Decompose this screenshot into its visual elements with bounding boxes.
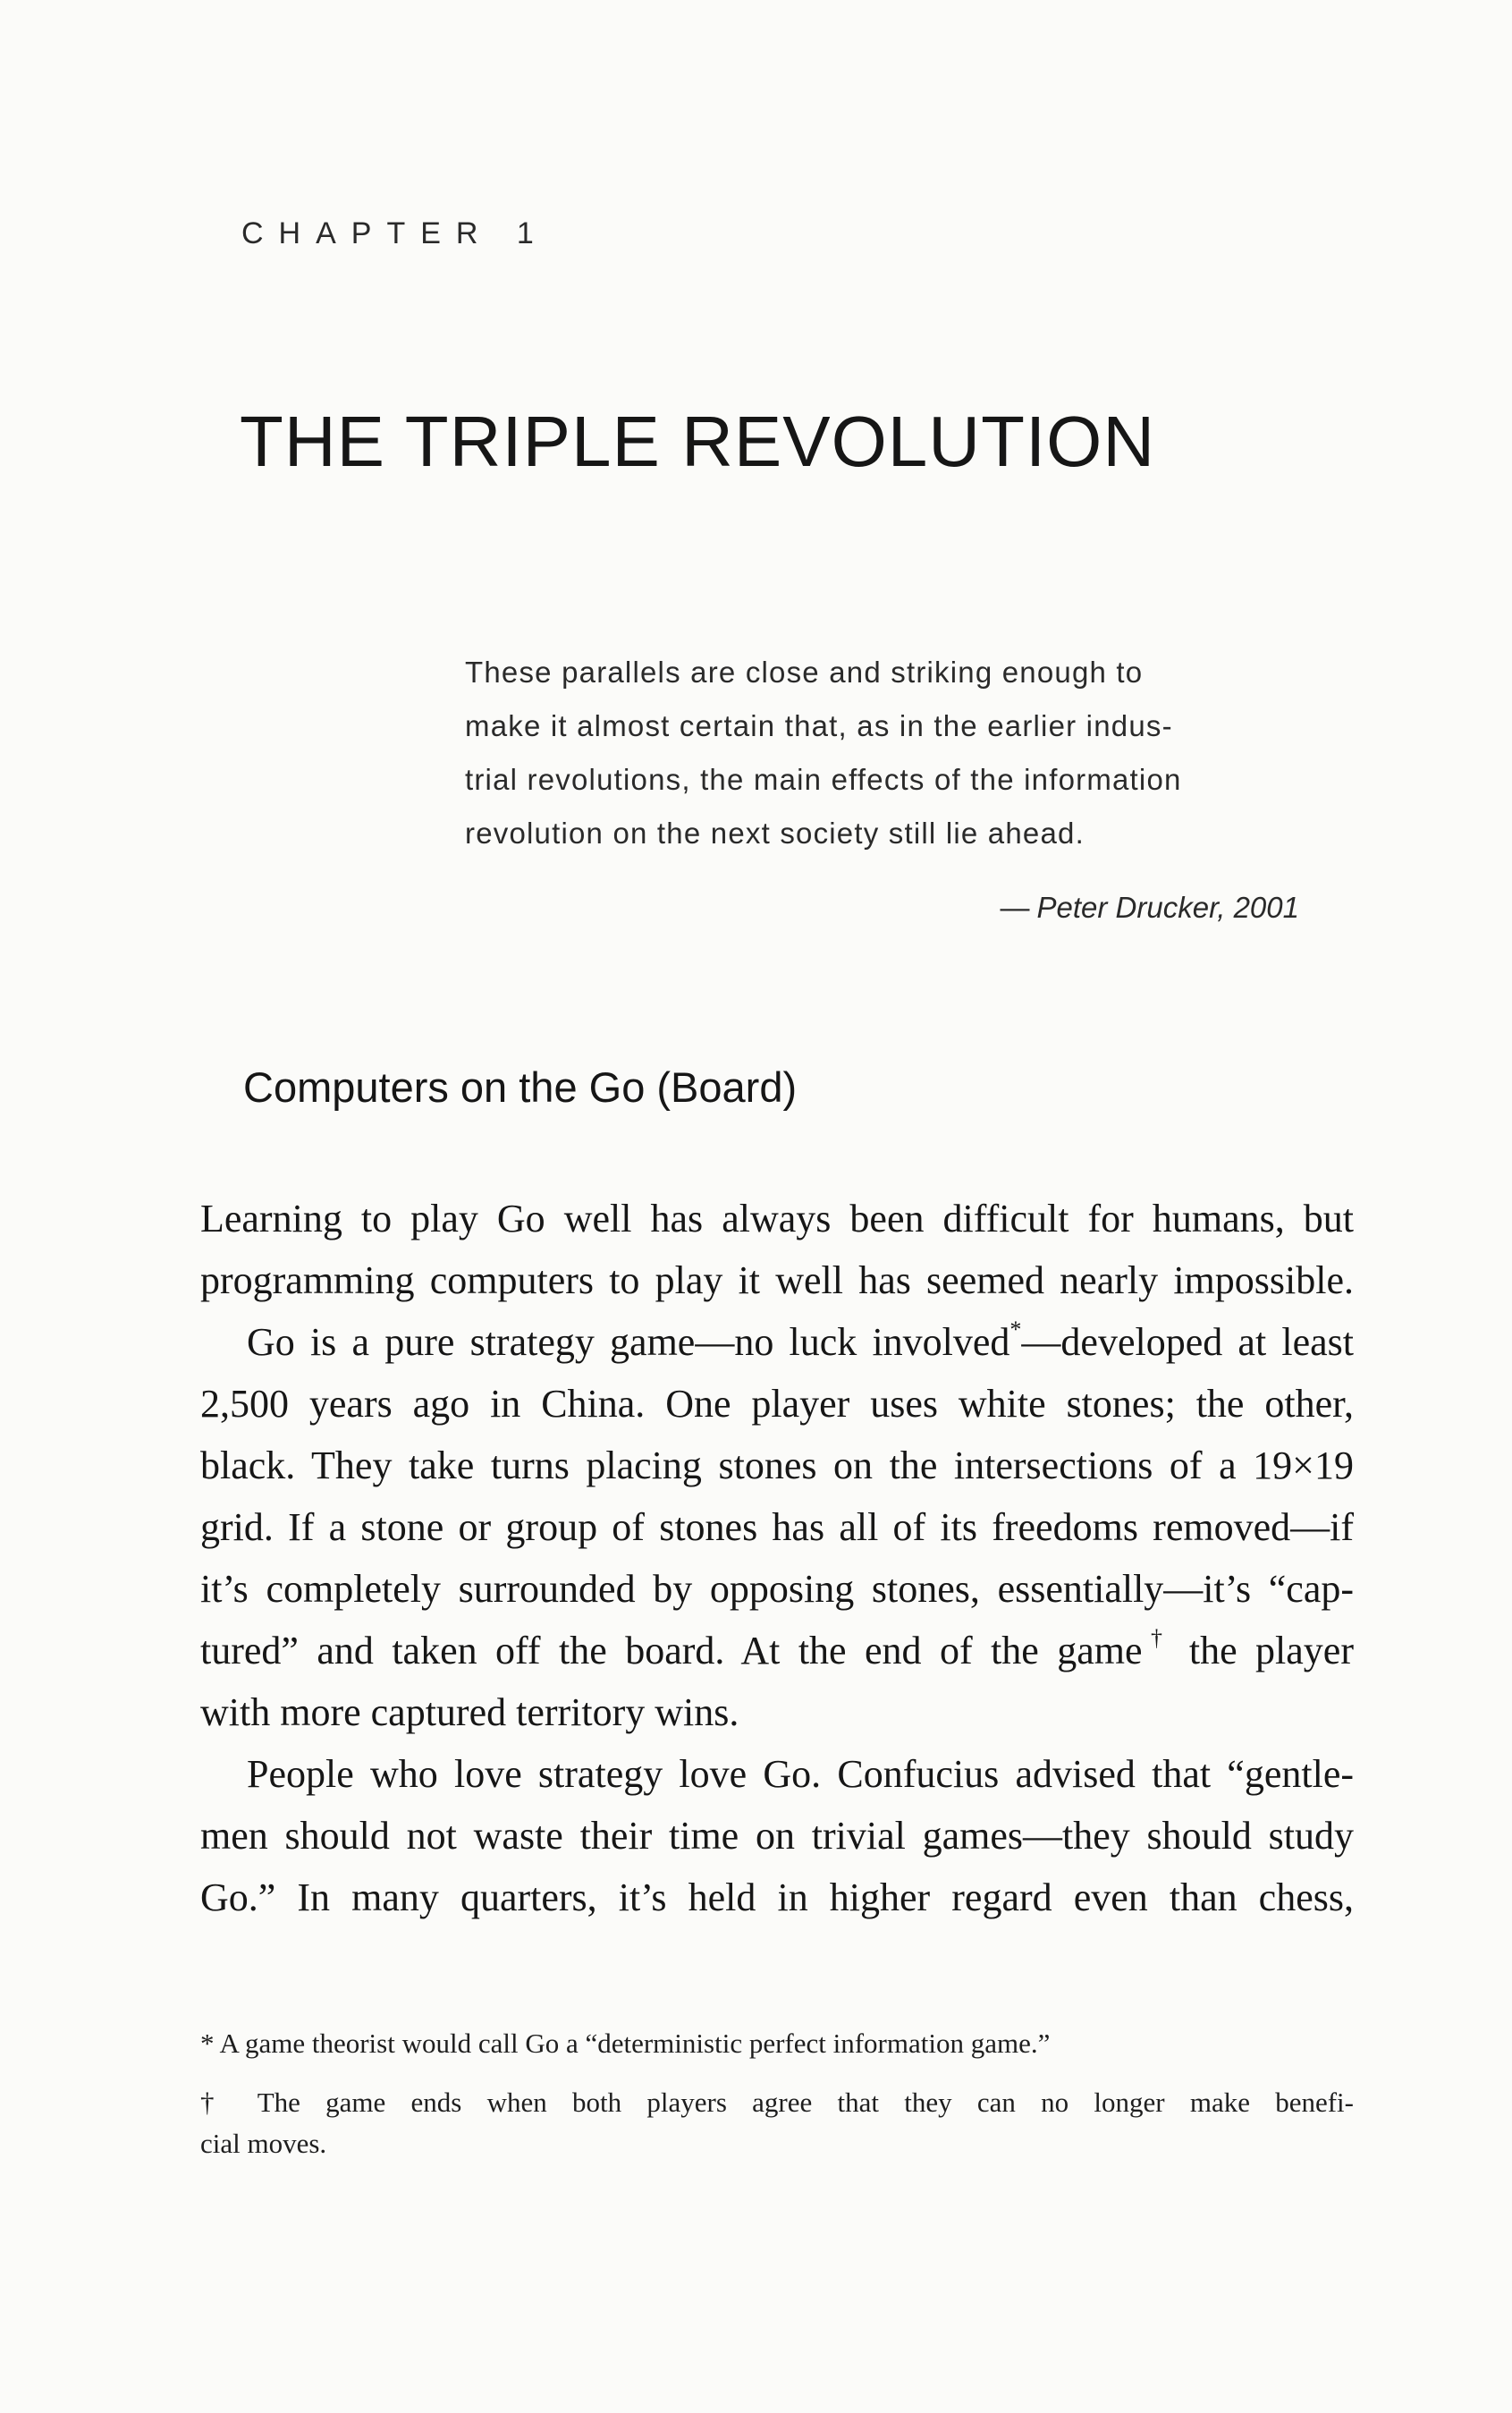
body-line [200,1620,1354,1681]
chapter-title: THE TRIPLE REVOLUTION [240,402,1156,481]
attribution-name: Peter Drucker, 2001 [1036,891,1299,924]
epigraph-line: trial revolutions, the main effects of the information [465,763,1182,796]
chapter-label: CHAPTER 1 [241,216,549,250]
footnote-marker-dagger: † [1142,1625,1171,1652]
attribution-dash: — [1000,891,1030,924]
body-line-text: Go is a pure strategy game—no luck involved [247,1320,1010,1364]
body-line: programming computers to play it well has seemed nearly impossible. [200,1258,1354,1302]
epigraph-attribution [1001,891,1300,925]
body-line-text: the player [1170,1629,1354,1672]
body-line: men should not waste their time on trivial games—they should study [200,1814,1354,1858]
footnote-line: cial moves. [200,2128,327,2159]
epigraph-line: These parallels are close and striking enough to [465,656,1144,689]
body-line: with more captured territory wins. [200,1690,739,1734]
footnote-dagger [200,2082,1354,2164]
body-line: grid. If a stone or group of stones has all of its freedoms removed—if [200,1505,1354,1549]
body-line: 2,500 years ago in China. One player uses white stones; the other, [200,1382,1354,1426]
section-heading: Computers on the Go (Board) [243,1063,798,1111]
body-line: Learning to play Go well has always been difficult for humans, but [200,1197,1354,1240]
epigraph [465,646,1297,860]
footnotes [200,2023,1354,2182]
epigraph-line: make it almost certain that, as in the earlier indus- [465,709,1173,742]
body-line: it’s completely surrounded by opposing stones, essentially—it’s “cap- [200,1567,1354,1611]
body-line-text: tured” and taken off the board. At the end of the game [200,1629,1143,1672]
footnote-marker-asterisk: * [1009,1317,1022,1343]
body-line [200,1311,1354,1373]
body-line: People who love strategy love Go. Confucius advised that “gentle- [247,1752,1354,1796]
body-text [200,1188,1354,1928]
footnote-asterisk: * A game theorist would call Go a “deterministic perfect information game.” [200,2028,1051,2059]
footnote-line: † The game ends when both players agree that they can no longer make benefi- [200,2087,1354,2118]
body-line-text: —developed at least [1021,1320,1354,1364]
body-line: black. They take turns placing stones on the intersections of a 19×19 [200,1444,1354,1487]
body-line: Go.” In many quarters, it’s held in higher regard even than chess, [200,1875,1354,1919]
epigraph-line: revolution on the next society still lie ahead. [465,817,1085,850]
